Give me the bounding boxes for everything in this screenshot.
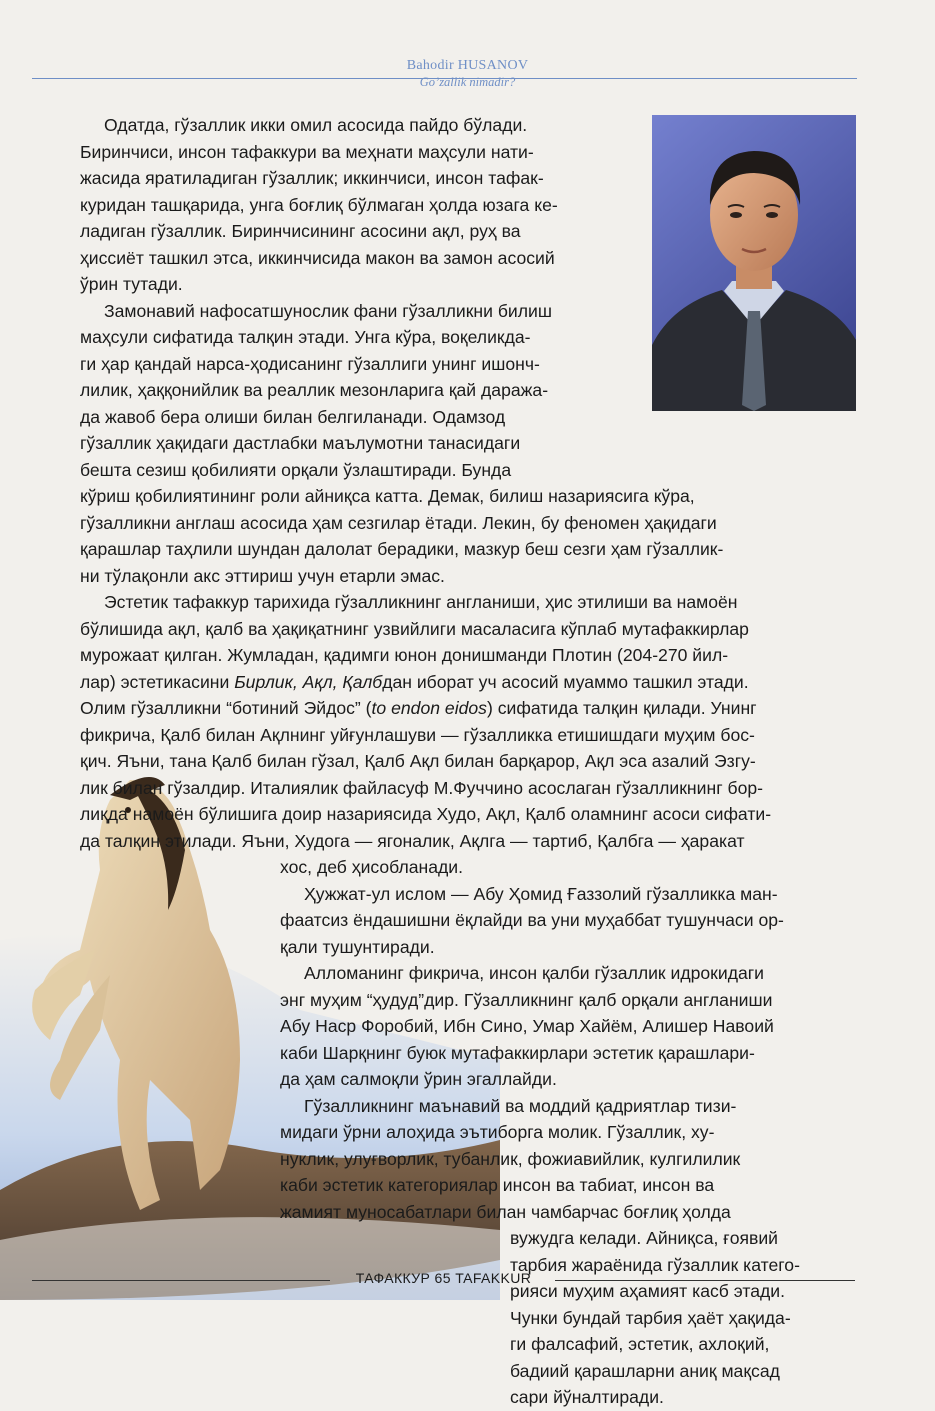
text-line: ги ҳар қандай нарса-ҳодисанинг гўзаллиги унинг ишонч- [80, 353, 540, 374]
text-line: гўзалликни англаш асосида ҳам сезгилар ётади. Лекин, бу феномен ҳақидаги [80, 512, 717, 533]
footer-rule-right [555, 1280, 855, 1281]
text-line [80, 669, 860, 696]
header-rule [32, 78, 857, 79]
text-segment: Олим гўзалликни “ботиний Эйдос” ( [80, 698, 372, 718]
text-line: да ҳам салмоқли ўрин эгаллайди. [280, 1069, 557, 1089]
text-line: Абу Наср Форобий, Ибн Сино, Умар Хайём, Алишер Навоий [280, 1016, 774, 1036]
text-line: ладиган гўзаллик. Биринчисининг асосини ақл, руҳ ва [80, 221, 521, 241]
article-body [80, 112, 860, 1411]
text-line: вужудга келади. Айниқса, ғоявий [510, 1228, 779, 1248]
text-line: гўзаллик ҳақидаги дастлабки маълумотни танасидаги [80, 433, 521, 453]
text-line: рияси муҳим аҳамият касб этади. [510, 1281, 785, 1301]
text-line: да талқин этилади. Яъни, Худога — ягоналик, Ақлга — тартиб, Қалбга — ҳаракат [80, 830, 745, 851]
text-line: мидаги ўрни алоҳида эътиборга молик. Гўзаллик, ху- [280, 1122, 715, 1142]
text-line: нуклик, улуғворлик, тубанлик, фожиавийлик, кулгилилик [280, 1148, 741, 1169]
text-line: бадиий қарашларни аниқ мақсад [510, 1360, 780, 1381]
italic-term: Бирлик, Ақл, Қалб [234, 671, 383, 692]
text-segment: ) сифатида талқин қилади. Унинг [486, 698, 757, 718]
text-line: қич. Яъни, тана Қалб билан гўзал, Қалб Ақл билан барқарор, Ақл эса азалий Эзгу- [80, 751, 756, 771]
portrait-wrap-space [630, 112, 860, 404]
page-footer [32, 1270, 855, 1290]
paragraph-4 [80, 881, 860, 961]
text-line: Замонавий нафосатшунослик фани гўзалликни билиш [104, 300, 552, 321]
text-line: фикрича, Қалб билан Ақлнинг уйғунлашуви — гўзалликка етишишдаги муҳим бос- [80, 724, 755, 745]
text-line [80, 695, 860, 722]
text-line: куридан ташқарида, унга боғлиқ бўлмаган ҳолда юзага ке- [80, 194, 558, 215]
text-line: Биринчиси, инсон тафаккури ва меҳнати маҳсули нати- [80, 141, 534, 162]
text-line: бўлишида ақл, қалб ва ҳақиқатнинг узвийлиги масаласига кўплаб мутафаккирлар [80, 618, 749, 639]
text-line: қали тушунтиради. [280, 936, 435, 957]
text-line: жамият муносабатлари билан чамбарчас боғлиқ ҳолда [280, 1201, 731, 1222]
text-line: мурожаат қилган. Жумладан, қадимги юнон донишманди Плотин (204-270 йил- [80, 645, 729, 665]
text-line: тарбия жараёнида гўзаллик катего- [510, 1254, 800, 1275]
text-line: каби Шарқнинг буюк мутафаккирлари эстетик қарашлари- [280, 1042, 755, 1063]
text-line: лиқда намоён бўлишига доир назариясида Худо, Ақл, Қалб оламнинг асоси сифати- [80, 804, 772, 824]
text-line: хос, деб ҳисобланади. [280, 857, 463, 877]
running-header [0, 58, 935, 90]
paragraph-5 [80, 960, 860, 1093]
text-line: ҳиссиёт ташкил этса, иккинчисида макон ва замон асосий [80, 247, 555, 268]
text-line: Чунки бундай тарбия ҳаёт ҳақида- [510, 1307, 791, 1328]
text-line: Гўзалликнинг маънавий ва моддий қадриятлар тизи- [304, 1095, 737, 1116]
paragraph-6 [80, 1093, 860, 1411]
text-line: лилик, ҳаққонийлик ва реаллик мезонларига қай даража- [80, 380, 549, 400]
text-line: ўрин тутади. [80, 274, 183, 294]
text-line: жасида яратиладиган гўзаллик; иккинчиси, инсон тафак- [80, 168, 544, 188]
italic-term: to endon eidos [371, 698, 487, 718]
text-line: ни тўлақонли акс эттириш учун етарли эмас. [80, 565, 445, 586]
text-line: ги фалсафий, эстетик, ахлоқий, [510, 1334, 770, 1354]
text-line: кўриш қобилиятининг роли айниқса катта. Демак, билиш назариясига кўра, [80, 486, 695, 506]
text-line: каби эстетик категориялар инсон ва табиат, инсон ва [280, 1175, 715, 1195]
text-line: лик билан гўзалдир. Италиялик файласуф М.Фуччино асослаган гўзалликнинг бор- [80, 777, 764, 798]
text-line: Эстетик тафаккур тарихида гўзалликнинг англаниши, ҳис этилиши ва намоён [104, 592, 738, 612]
footer-label: ТАФАККУР 65 TAFAKKUR [355, 1270, 532, 1286]
text-line: бешта сезиш қобилияти орқали ўзлаштиради. Бунда [80, 459, 512, 480]
text-line: да жавоб бера олиши билан белгиланади. Одамзод [80, 406, 506, 427]
text-line: фаатсиз ёндашишни ёқлайди ва уни муҳаббат тушунчаси ор- [280, 910, 784, 930]
text-line: қарашлар таҳлили шундан далолат берадики, мазкур беш сезги ҳам гўзаллик- [80, 539, 724, 559]
text-line: Одатда, гўзаллик икки омил асосида пайдо бўлади. [104, 115, 528, 135]
text-line: энг муҳим “ҳудуд”дир. Гўзалликнинг қалб орқали англаниши [280, 989, 773, 1010]
paragraph-3 [80, 589, 860, 881]
text-segment: дан иборат уч асосий муаммо ташкил этади. [382, 671, 749, 692]
header-subtitle: Go’zallik nimadir? [419, 75, 516, 89]
header-author: Bahodir HUSANOV [406, 58, 529, 73]
text-line: маҳсули сифатида талқин этади. Унга кўра, воқеликда- [80, 327, 531, 347]
text-line: Алломанинг фикрича, инсон қалби гўзаллик идрокидаги [304, 963, 764, 983]
text-line: сари йўналтиради. [510, 1387, 664, 1407]
text-segment: лар) эстетикасини [80, 671, 235, 692]
text-line: Ҳужжат-ул ислом — Абу Ҳомид Ғаззолий гўзалликка ман- [304, 883, 778, 904]
